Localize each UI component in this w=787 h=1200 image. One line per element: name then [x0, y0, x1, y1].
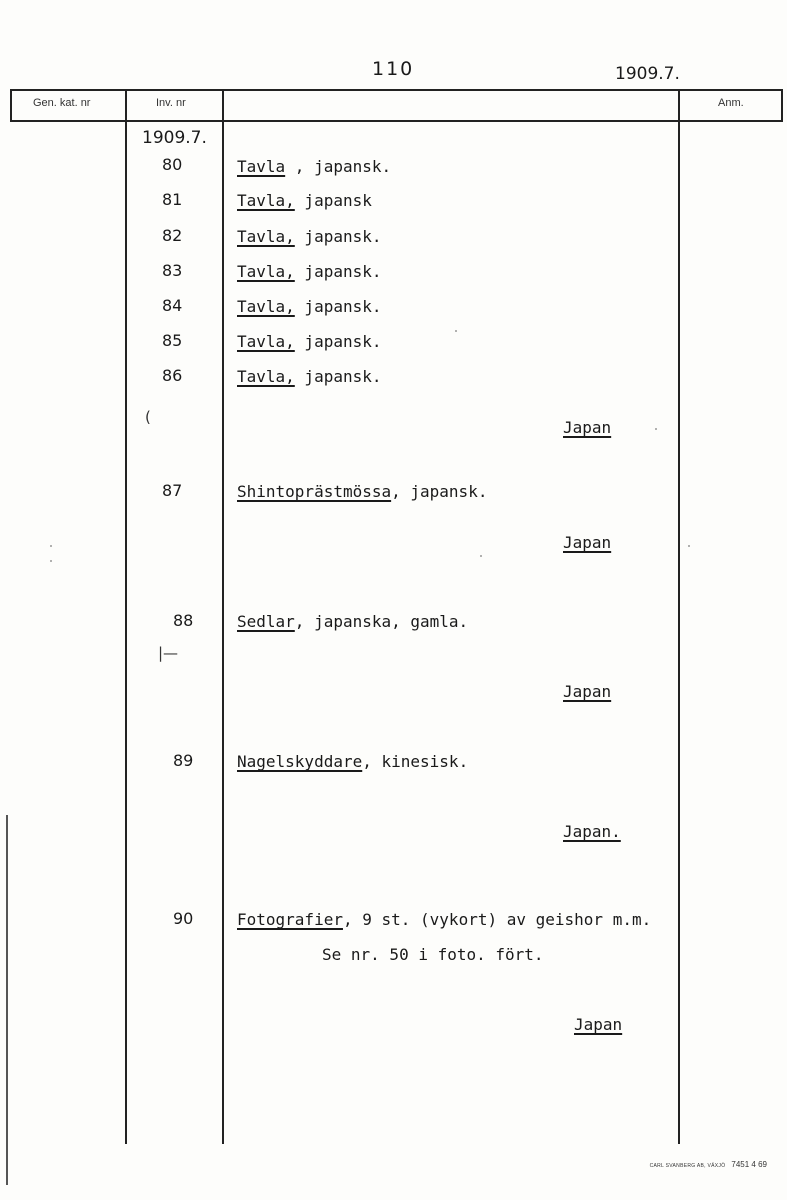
printer-name: CARL SVANBERG AB, VÄXJÖ	[649, 1163, 726, 1169]
item-name: Tavla	[237, 157, 286, 176]
entry-text	[237, 612, 468, 631]
inv-number: 89	[173, 751, 194, 770]
item-name: Tavla,	[237, 191, 295, 210]
item-desc: japansk.	[294, 227, 382, 246]
column-header-inv: Inv. nr	[156, 97, 186, 109]
column-header-anm: Anm.	[718, 97, 744, 109]
item-name: Tavla,	[237, 297, 295, 316]
item-desc: , kinesisk.	[362, 752, 469, 771]
item-name: Shintoprästmössa	[237, 482, 392, 501]
item-desc: japansk	[294, 191, 372, 210]
item-name: Sedlar	[237, 612, 295, 631]
inv-number: 87	[162, 481, 183, 500]
item-name: Tavla,	[237, 367, 295, 386]
inv-number: 86	[162, 366, 183, 385]
inv-number: 80	[162, 155, 183, 174]
origin-label: Japan	[563, 533, 612, 552]
inv-number: 88	[173, 611, 194, 630]
right-border	[781, 89, 783, 122]
origin-label: Japan	[574, 1015, 623, 1034]
scan-speck	[655, 428, 657, 430]
item-desc: japansk.	[294, 367, 382, 386]
item-desc: , 9 st. (vykort) av geishor m.m.	[342, 910, 652, 929]
inv-number: 85	[162, 331, 183, 350]
entry-text	[237, 332, 382, 351]
item-desc: , japansk.	[391, 482, 488, 501]
header-date: 1909.7.	[615, 64, 680, 84]
inv-number: 81	[162, 190, 183, 209]
printer-imprint	[650, 1160, 767, 1169]
entry-text	[237, 157, 391, 176]
origin-label: Japan.	[563, 822, 621, 841]
item-name: Fotografier	[237, 910, 343, 929]
year-mark: 1909.7.	[142, 128, 207, 148]
scan-speck	[455, 330, 457, 332]
cross-reference-note: Se nr. 50 i foto. fört.	[322, 945, 544, 964]
item-desc: japansk.	[294, 262, 382, 281]
entry-text	[237, 910, 651, 929]
entry-text	[237, 227, 382, 246]
item-desc: japansk.	[294, 297, 382, 316]
column-header-gen-kat: Gen. kat. nr	[33, 97, 91, 109]
entry-text	[237, 262, 382, 281]
origin-label: Japan	[563, 418, 612, 437]
scan-speck	[688, 545, 690, 547]
column-divider-1	[125, 89, 127, 1144]
column-divider-2	[222, 89, 224, 1144]
entry-text	[237, 482, 487, 501]
scan-speck	[480, 555, 482, 557]
inv-number: 84	[162, 296, 183, 315]
item-desc: , japanska, gamla.	[294, 612, 469, 631]
item-name: Tavla,	[237, 227, 295, 246]
origin-label: Japan	[563, 682, 612, 701]
scan-speck	[50, 545, 52, 547]
left-border	[10, 89, 12, 122]
entry-text	[237, 191, 372, 210]
page-number: 110	[372, 58, 415, 80]
page-edge-mark	[6, 815, 8, 1185]
item-name: Tavla,	[237, 262, 295, 281]
entry-text	[237, 297, 382, 316]
margin-mark: |—	[158, 644, 179, 662]
item-name: Tavla,	[237, 332, 295, 351]
inv-number: 82	[162, 226, 183, 245]
margin-mark: (	[145, 408, 151, 426]
item-name: Nagelskyddare	[237, 752, 363, 771]
form-code: 7451 4 69	[731, 1160, 767, 1169]
entry-text	[237, 367, 382, 386]
inv-number: 90	[173, 909, 194, 928]
item-desc: japansk.	[294, 332, 382, 351]
inv-number: 83	[162, 261, 183, 280]
item-desc: , japansk.	[285, 157, 392, 176]
scan-speck	[50, 560, 52, 562]
column-divider-3	[678, 89, 680, 1144]
entry-text	[237, 752, 468, 771]
